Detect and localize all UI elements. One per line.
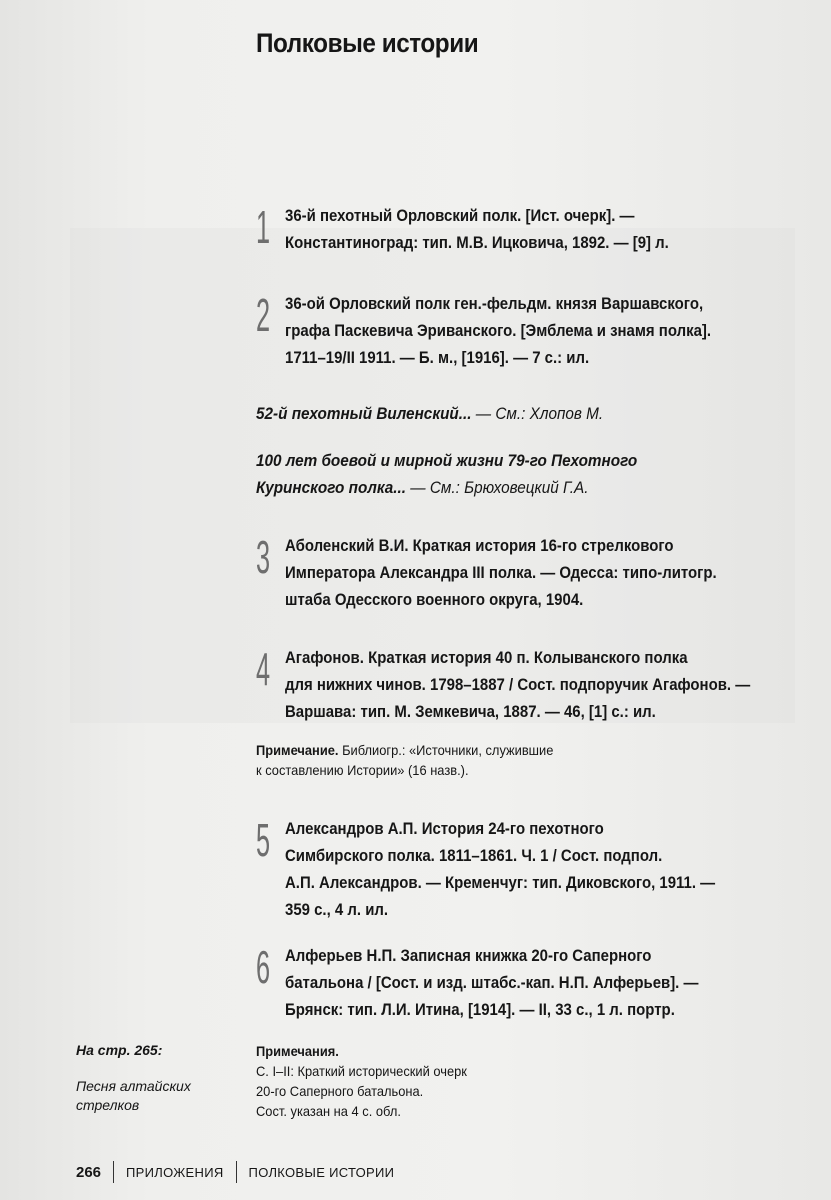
entry-line: для нижних чинов. 1798–1887 / Сост. подпоручик Агафонов. —: [285, 675, 751, 694]
entry-line: Агафонов. Краткая история 40 п. Колыванского полка: [285, 648, 688, 667]
cross-ref-title: 100 лет боевой и мирной жизни 79-го Пехотного: [256, 451, 638, 470]
entry-note-6: [256, 1041, 467, 1121]
cross-ref-see: — См.: Брюховецкий Г.А.: [406, 478, 589, 497]
entry-line: Симбирского полка. 1811–1861. Ч. 1 / Сост. подпол.: [285, 846, 663, 865]
entry-note-4: [256, 740, 553, 780]
entry-line: 36-ой Орловский полк ген.-фельдм. князя Варшавского,: [285, 294, 704, 313]
entry-line: Императора Александра III полка. — Одесса: типо-литогр.: [285, 563, 717, 582]
entry-number: 5: [256, 814, 271, 866]
entry-line: графа Паскевича Эриванского. [Эмблема и знамя полка].: [285, 321, 712, 340]
entry-line: 36-й пехотный Орловский полк. [Ист. очерк]. —: [285, 206, 635, 225]
note-text: Библиогр.: «Источники, служившие: [338, 742, 554, 758]
entry-number: 2: [256, 289, 271, 341]
entry-line: Александров А.П. История 24-го пехотного: [285, 819, 604, 838]
footer-section: ПРИЛОЖЕНИЯ: [126, 1164, 224, 1180]
footer-divider: [236, 1161, 237, 1183]
page-number: 266: [76, 1163, 102, 1181]
bibliography-entry-2: [256, 290, 796, 371]
bibliography-entry-6: [256, 942, 796, 1023]
sidebar-ref-label: На стр. 265:: [76, 1042, 163, 1058]
sidebar-caption: [76, 1077, 191, 1115]
entry-number: 6: [256, 941, 271, 993]
entry-text: [285, 532, 795, 613]
note-text: 20-го Саперного батальона.: [256, 1083, 424, 1099]
note-text: Сост. указан на 4 с. обл.: [256, 1103, 401, 1119]
entry-line: Варшава: тип. М. Земкевича, 1887. — 46, [1] с.: ил.: [285, 702, 656, 721]
entry-text: [285, 815, 795, 923]
entry-number: 3: [256, 531, 271, 583]
entry-line: Константиноград: тип. М.В. Ицковича, 1892. — [9] л.: [285, 233, 669, 252]
entry-text: [285, 202, 795, 256]
entry-line: А.П. Александров. — Кременчуг: тип. Диковского, 1911. —: [285, 873, 716, 892]
entry-line: Аболенский В.И. Краткая история 16-го стрелкового: [285, 536, 674, 555]
footer-subsection: ПОЛКОВЫЕ ИСТОРИИ: [248, 1164, 395, 1180]
bibliography-entry-5: [256, 815, 796, 923]
note-text: к составлению Истории» (16 назв.).: [256, 762, 469, 778]
cross-reference-1: [256, 400, 760, 427]
sidebar-caption-line: стрелков: [76, 1097, 140, 1113]
entry-text: [285, 290, 795, 371]
cross-ref-title: 52-й пехотный Виленский...: [256, 404, 472, 423]
sidebar-ref: [76, 1041, 162, 1060]
bibliography-entry-3: [256, 532, 796, 613]
footer-divider: [113, 1161, 114, 1183]
entry-line: 359 с., 4 л. ил.: [285, 900, 389, 919]
note-label: Примечания.: [256, 1043, 339, 1059]
page-title: Полковые истории: [256, 28, 479, 58]
entry-line: штаба Одесского военного округа, 1904.: [285, 590, 584, 609]
cross-ref-title-cont: Куринского полка...: [256, 478, 407, 497]
entry-text: [285, 942, 795, 1023]
note-label: Примечание.: [256, 742, 339, 758]
cross-reference-2: [256, 447, 760, 501]
sidebar-caption-line: Песня алтайских: [76, 1078, 191, 1094]
entry-number: 4: [256, 643, 271, 695]
entry-number: 1: [256, 201, 271, 253]
cross-ref-see: — См.: Хлопов М.: [471, 404, 604, 423]
entry-line: Брянск: тип. Л.И. Итина, [1914]. — II, 33 с., 1 л. портр.: [285, 1000, 675, 1019]
page-footer: [76, 1160, 394, 1184]
entry-line: батальона / [Сост. и изд. штабс.-кап. Н.П. Алферьев]. —: [285, 973, 699, 992]
entry-line: 1711–19/II 1911. — Б. м., [1916]. — 7 с.: ил.: [285, 348, 590, 367]
bibliography-entry-1: [256, 202, 796, 256]
bibliography-entry-4: [256, 644, 796, 725]
entry-line: Алферьев Н.П. Записная книжка 20-го Саперного: [285, 946, 652, 965]
note-text: С. I–II: Краткий исторический очерк: [256, 1063, 467, 1079]
entry-text: [285, 644, 795, 725]
